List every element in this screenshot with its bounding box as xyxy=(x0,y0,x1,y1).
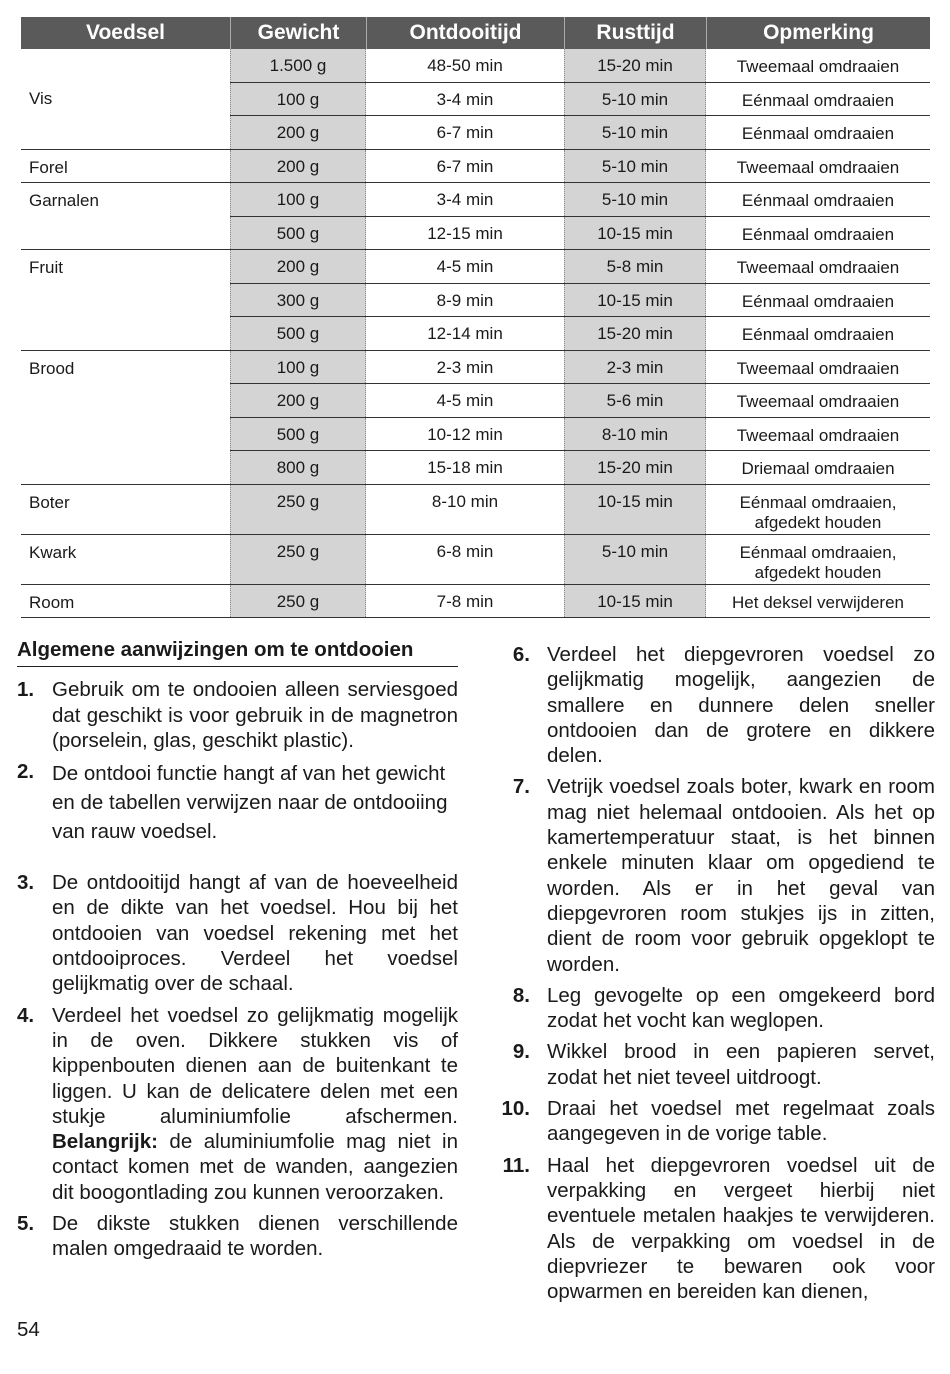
section-title: Algemene aanwijzingen om te ontdooien xyxy=(17,637,458,667)
rest-time-cell: 5-6 min xyxy=(564,384,706,417)
list-item xyxy=(477,774,935,976)
table-row xyxy=(230,216,930,250)
food-cell: Forel xyxy=(29,157,68,177)
note-cell: Tweemaal omdraaien xyxy=(736,258,900,277)
note-cell: Eénmaal omdraaien xyxy=(741,191,895,210)
weight-cell: 300 g xyxy=(230,284,366,317)
group-rows xyxy=(230,585,930,618)
important-label: Belangrijk: xyxy=(52,1130,158,1154)
food-cell: Vis xyxy=(29,89,53,108)
item-text: De dikste stukken dienen verschillende malen omgedraaid te worden. xyxy=(52,1212,458,1261)
food-cell: Garnalen xyxy=(29,191,99,210)
item-text: Leg gevogelte op een omgekeerd bord zodat het vocht kan weglopen. xyxy=(547,983,935,1033)
item-number: 3. xyxy=(17,871,35,895)
item-number: 5. xyxy=(17,1212,35,1236)
table-group xyxy=(21,49,930,150)
table-group xyxy=(21,250,930,351)
rest-time-cell: 10-15 min xyxy=(564,217,706,250)
note-cell: Eénmaal omdraaien xyxy=(741,224,895,244)
list-item xyxy=(477,1096,935,1147)
note-cell: Tweemaal omdraaien xyxy=(736,57,900,76)
defrost-time-cell: 8-10 min xyxy=(431,491,499,511)
defrost-time-cell: 6-8 min xyxy=(436,541,494,561)
header-gewicht: Gewicht xyxy=(230,17,366,49)
rest-time-cell: 15-20 min xyxy=(564,49,706,82)
item-number: 11. xyxy=(502,1153,530,1177)
rest-time-cell: 10-15 min xyxy=(564,485,706,534)
header-ontdooitijd: Ontdooitijd xyxy=(366,17,564,49)
note-cell: Eénmaal omdraaien, afgedekt houden xyxy=(739,492,897,532)
weight-cell: 500 g xyxy=(230,317,366,350)
rest-time-cell: 10-15 min xyxy=(564,585,706,618)
group-rows xyxy=(230,150,930,183)
defrost-table xyxy=(21,17,930,618)
rest-time-cell: 5-10 min xyxy=(564,535,706,584)
table-group xyxy=(21,485,930,535)
weight-cell: 250 g xyxy=(230,535,366,584)
weight-cell: 250 g xyxy=(230,485,366,534)
defrost-time-cell: 10-12 min xyxy=(427,424,503,444)
note-cell: Eénmaal omdraaien xyxy=(741,291,895,311)
weight-cell: 100 g xyxy=(230,83,366,116)
item-text: Wikkel brood in een papieren servet, zodat het niet teveel uitdroogt. xyxy=(547,1040,935,1089)
rest-time-cell: 5-10 min xyxy=(564,83,706,116)
note-cell: Tweemaal omdraaien xyxy=(736,157,900,177)
weight-cell: 200 g xyxy=(230,116,366,149)
weight-cell: 200 g xyxy=(230,150,366,183)
table-group xyxy=(21,585,930,619)
defrost-time-cell: 4-5 min xyxy=(436,391,494,410)
table-header xyxy=(21,17,930,49)
rest-time-cell: 8-10 min xyxy=(564,418,706,451)
note-cell: Tweemaal omdraaien xyxy=(736,425,900,445)
weight-cell: 500 g xyxy=(230,418,366,451)
item-number: 8. xyxy=(512,983,530,1007)
food-cell: Fruit xyxy=(29,258,63,277)
weight-cell: 500 g xyxy=(230,217,366,250)
table-group xyxy=(21,351,930,485)
group-rows xyxy=(230,485,930,534)
table-row xyxy=(230,351,930,384)
rest-time-cell: 5-10 min xyxy=(564,183,706,216)
table-row xyxy=(230,417,930,451)
note-cell: Eénmaal omdraaien, afgedekt houden xyxy=(739,542,897,582)
note-cell: Tweemaal omdraaien xyxy=(736,358,900,378)
note-cell: Tweemaal omdraaien xyxy=(736,392,900,411)
table-row xyxy=(230,150,930,183)
table-group xyxy=(21,150,930,184)
table-row xyxy=(230,283,930,317)
table-row xyxy=(230,183,930,216)
table-row xyxy=(230,383,930,417)
defrost-time-cell: 7-8 min xyxy=(436,591,494,611)
table-row xyxy=(230,49,930,82)
defrost-time-cell: 8-9 min xyxy=(436,290,494,310)
item-text: De ontdooitijd hangt af van de hoeveelheid en de dikte van het voedsel. Hou bij het ontdooien van voedsel rekening met het ontdooiproces. Verdeel het voedsel gelijkmatig over de schaal. xyxy=(52,871,458,996)
rest-time-cell: 5-10 min xyxy=(564,116,706,149)
list-item xyxy=(477,1039,935,1090)
group-rows xyxy=(230,183,930,249)
group-rows xyxy=(230,535,930,584)
food-cell: Brood xyxy=(29,358,75,378)
weight-cell: 200 g xyxy=(230,384,366,417)
item-number: 6. xyxy=(512,643,530,666)
food-cell: Room xyxy=(29,592,75,612)
defrost-time-cell: 2-3 min xyxy=(436,357,494,377)
defrost-time-cell: 6-7 min xyxy=(436,156,494,176)
item-text xyxy=(52,1003,458,1205)
header-voedsel: Voedsel xyxy=(86,21,165,44)
defrost-time-cell: 3-4 min xyxy=(436,89,494,109)
item-number: 7. xyxy=(512,775,530,799)
item-number: 2. xyxy=(17,760,35,784)
weight-cell: 200 g xyxy=(230,250,366,283)
weight-cell: 100 g xyxy=(230,351,366,384)
rest-time-cell: 10-15 min xyxy=(564,284,706,317)
rest-time-cell: 5-10 min xyxy=(564,150,706,183)
group-rows xyxy=(230,351,930,484)
table-body xyxy=(21,49,930,618)
list-item xyxy=(17,677,458,753)
item-text-part: de aluminiumfolie mag niet in contact komen met de wanden, aangezien dit boogontlading zou kunnen veroorzaken. xyxy=(52,1130,458,1204)
rest-time-cell: 15-20 min xyxy=(564,317,706,350)
item-text: Draai het voedsel met regelmaat zoals aangegeven in de vorige table. xyxy=(547,1097,935,1146)
item-text: Vetrijk voedsel zoals boter, kwark en room mag niet helemaal ontdooien. Als het op kamertemperatuur staat, is het binnen enkele minuten klaar om opgediend te worden. Als er in het geval van diepgevroren room stukjes ijs in zitten, dient de room voor gebruik opgeklopt te worden. xyxy=(547,775,935,976)
item-text: Verdeel het diepgevroren voedsel zo gelijkmatig mogelijk, aangezien de smallere en dunnere delen sneller ontdooien dan de grotere en dikkere delen. xyxy=(547,643,935,768)
list-item xyxy=(477,642,935,768)
weight-cell: 800 g xyxy=(230,451,366,484)
food-cell: Kwark xyxy=(29,542,77,562)
group-rows xyxy=(230,49,930,149)
defrost-time-cell: 12-14 min xyxy=(427,324,503,343)
page-number: 54 xyxy=(17,1318,40,1341)
rest-time-cell: 5-8 min xyxy=(564,250,706,283)
table-row xyxy=(230,585,930,618)
note-cell: Driemaal omdraaien xyxy=(741,459,895,478)
table-row xyxy=(230,485,930,534)
list-item xyxy=(17,759,458,846)
header-rusttijd: Rusttijd xyxy=(564,17,706,49)
list-item xyxy=(17,870,458,996)
table-group xyxy=(21,183,930,250)
note-cell: Eénmaal omdraaien xyxy=(741,124,895,143)
item-text-part: Verdeel het voedsel zo gelijkmatig mogelijk in de oven. Dikkere stukken vis of kippenbouten dienen aan de buitenkant te liggen. U kan de delicatere delen met een stukje aluminiumfolie afschermen. xyxy=(52,1003,458,1128)
table-row xyxy=(230,115,930,149)
instructions-right-column xyxy=(477,642,935,1310)
item-number: 4. xyxy=(17,1003,35,1027)
item-number: 9. xyxy=(512,1040,530,1064)
weight-cell: 100 g xyxy=(230,183,366,216)
item-text: De ontdooi functie hangt af van het gewicht en de tabellen verwijzen naar de ontdooiing van rauw voedsel. xyxy=(52,762,448,844)
item-text: Gebruik om te ondooien alleen serviesgoed dat geschikt is voor gebruik in de magnetron (porselein, glas, geschikt plastic). xyxy=(52,678,458,752)
table-row xyxy=(230,450,930,484)
defrost-time-cell: 6-7 min xyxy=(436,123,494,142)
table-row xyxy=(230,535,930,584)
rest-time-cell: 2-3 min xyxy=(564,351,706,384)
weight-cell: 1.500 g xyxy=(230,49,366,82)
defrost-time-cell: 15-18 min xyxy=(427,458,503,477)
table-row xyxy=(230,250,930,283)
note-cell: Eénmaal omdraaien xyxy=(741,325,895,344)
defrost-time-cell: 48-50 min xyxy=(427,56,503,75)
defrost-time-cell: 3-4 min xyxy=(436,190,494,209)
list-item xyxy=(477,983,935,1034)
weight-cell: 250 g xyxy=(230,585,366,618)
table-group xyxy=(21,535,930,585)
rest-time-cell: 15-20 min xyxy=(564,451,706,484)
defrost-time-cell: 4-5 min xyxy=(436,257,494,276)
item-number: 10. xyxy=(501,1097,530,1121)
note-cell: Eénmaal omdraaien xyxy=(741,90,895,110)
list-item xyxy=(17,1211,458,1262)
food-cell: Boter xyxy=(29,492,70,512)
item-text: Haal het diepgevroren voedsel uit de verpakking en vergeet hierbij niet eventuele metalen haakjes te verwijderen. Als de verpakking om voedsel in de diepvriezer te bewaren ook voor opwarmen en bereiden kan dienen, xyxy=(547,1153,935,1304)
list-item xyxy=(477,1153,935,1305)
instructions-left-column xyxy=(17,637,458,1268)
defrost-time-cell: 12-15 min xyxy=(427,223,503,243)
list-item xyxy=(17,1003,458,1205)
header-opmerking: Opmerking xyxy=(706,17,930,49)
group-rows xyxy=(230,250,930,350)
note-cell: Het deksel verwijderen xyxy=(732,592,904,612)
item-number: 1. xyxy=(17,678,35,702)
table-row xyxy=(230,316,930,350)
table-row xyxy=(230,82,930,116)
